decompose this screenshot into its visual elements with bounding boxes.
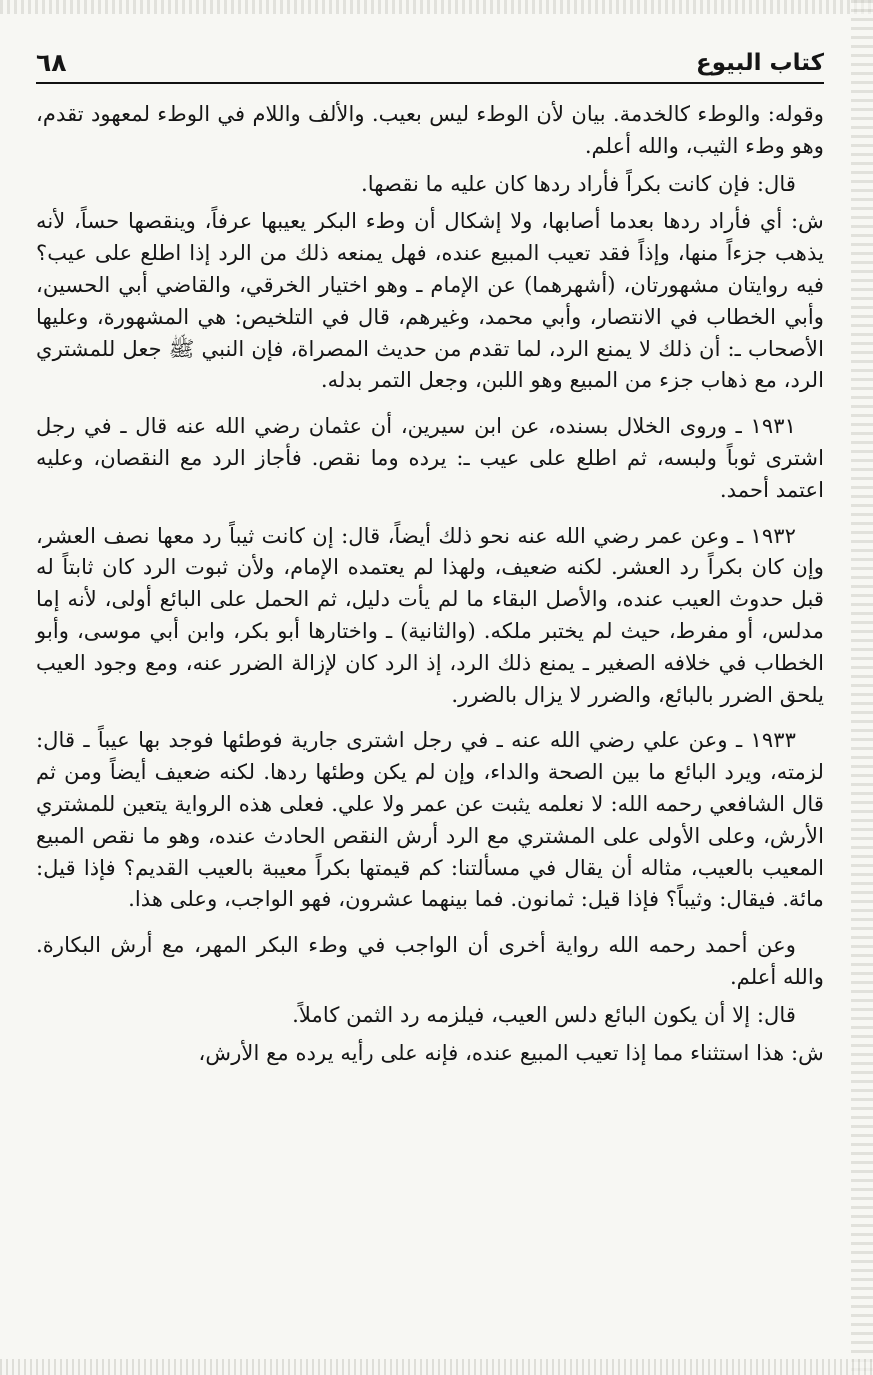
paragraph-6: ١٩٣٣ ـ وعن علي رضي الله عنه ـ في رجل اشترى جارية فوطئها فوجد بها عيباً ـ قال: لزمته، ويرد البائع ما بين الصحة والداء، وإن لم يكن وطئها ردها. لكنه ضعيف أيضاً ومن ثم قال الشافعي رحمه الله: لا نعلمه يثبت عن عمر ولا علي. فعلى هذه الرواية يتعين للمشتري الأرش، وعلى الأولى على المشتري مع الرد أرش النقص الحادث عنده، وهو ما نقص المبيع المعيب بالعيب، مثاله أن يقال في مسألتنا: كم قيمتها بكراً معيبة بالعيب القديم؟ فإذا قيل: مائة. فيقال: وثيباً؟ فإذا قيل: ثمانون. فما بينهما عشرون، فهو الواجب، وعلى هذا. xyxy=(36,727,824,912)
running-head: كتاب البيوع xyxy=(696,50,824,76)
page-number: ٦٨ xyxy=(36,48,67,77)
paragraph-4: ١٩٣١ ـ وروى الخلال بسنده، عن ابن سيرين، أن عثمان رضي الله عنه قال ـ في رجل اشترى ثوباً ولبسه، ثم اطلع على عيب ـ: يرده وما نقص. فأجاز الرد مع النقصان، وعليه اعتمد أحمد. xyxy=(36,413,824,502)
paragraph-2: قال: فإن كانت بكراً فأراد ردها كان عليه ما نقصها. xyxy=(361,170,796,196)
scan-edge-right xyxy=(851,0,873,1375)
paragraph-5: ١٩٣٢ ـ وعن عمر رضي الله عنه نحو ذلك أيضاً، قال: إن كانت ثيباً رد معها نصف العشر، وإن كان بكراً رد العشر. لكنه ضعيف، ولهذا لم يعتمده الإمام، ولأن ثبوت الرد كان ثابتاً له قبل حدوث العيب عنده، والأصل البقاء ما لم يأت دليل، ثم الحمل على البائع أولى، لأنه إما مدلس، أو مفرط، حيث لم يختبر ملكه. (والثانية) ـ واختارها أبو بكر، وابن أبي موسى، وأبو الخطاب في خلافه الصغير ـ يمنع ذلك الرد، إذ الرد كان لإزالة الضرر عنه، ومع وجود العيب يلحق الضرر بالبائع، والضرر لا يزال بالضرر. xyxy=(36,522,824,707)
scan-edge-top xyxy=(0,0,873,14)
paragraph-9: ش: هذا استثناء مما إذا تعيب المبيع عنده، فإنه على رأيه يرده مع الأرش، xyxy=(198,1039,824,1065)
paragraph-8: قال: إلا أن يكون البائع دلس العيب، فيلزمه رد الثمن كاملاً. xyxy=(292,1001,796,1027)
paragraph-1: وقوله: والوطء كالخدمة. بيان لأن الوطء ليس بعيب. والألف واللام في الوطء لمعهود تقدم، وهو وطء الثيب، والله أعلم. xyxy=(36,101,824,158)
scan-edge-bottom xyxy=(0,1359,873,1375)
body-text xyxy=(36,98,824,1068)
page-header xyxy=(36,38,824,84)
paragraph-3: ش: أي فأراد ردها بعدما أصابها، ولا إشكال أن وطء البكر يعيبها عرفاً، وينقصها حساً، لأنه يذهب جزءاً منها، وإذاً فقد تعيب المبيع عنده، فهل يمنعه ذلك من الرد إذا اطلع على عيب؟ فيه روايتان مشهورتان، (أشهرهما) عن الإمام ـ وهو اختيار الخرقي، والقاضي أبي الحسين، وأبي الخطاب في الانتصار، وأبي محمد، وغيرهم، قال في التلخيص: هي المشهورة، وعليها الأصحاب ـ: أن ذلك لا يمنع الرد، لما تقدم من حديث المصراة، فإن النبي ﷺ جعل للمشتري الرد، مع ذهاب جزء من المبيع وهو اللبن، وجعل التمر بدله. xyxy=(36,208,824,393)
book-page xyxy=(36,38,824,1074)
paragraph-7: وعن أحمد رحمه الله رواية أخرى أن الواجب في وطء البكر المهر، مع أرش البكارة. والله أعلم. xyxy=(36,932,824,989)
